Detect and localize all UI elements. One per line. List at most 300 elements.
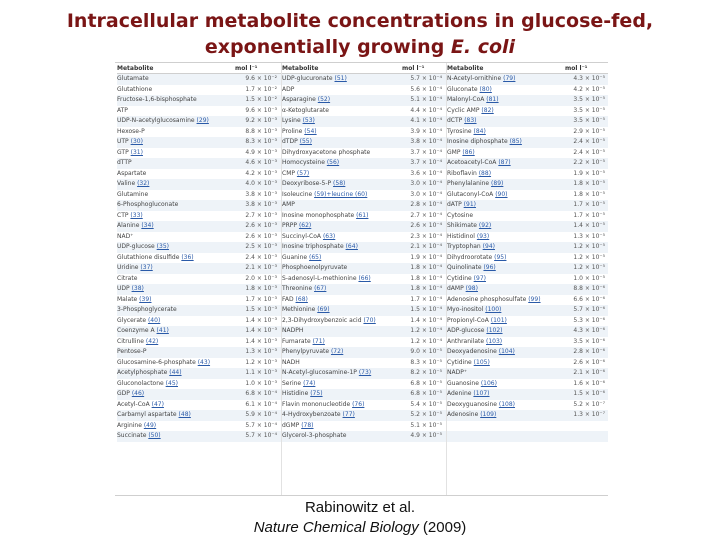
metabolite-label: Dihydroorotate bbox=[447, 253, 493, 261]
reference-link[interactable]: (70) bbox=[363, 316, 376, 324]
metabolite-name bbox=[282, 368, 402, 379]
metabolite-label: Lysine bbox=[282, 117, 301, 124]
table-row bbox=[447, 284, 608, 295]
reference-link[interactable]: (78) bbox=[301, 421, 314, 429]
table-row bbox=[447, 400, 608, 411]
concentration-value: 1.9 × 10⁻⁵ bbox=[573, 169, 605, 177]
concentration-value: 8.3 × 10⁻⁵ bbox=[410, 358, 442, 366]
metabolite-name bbox=[282, 421, 402, 432]
concentration-value: 2.4 × 10⁻³ bbox=[245, 253, 277, 261]
metabolite-name bbox=[447, 410, 565, 421]
reference-link[interactable]: (67) bbox=[314, 285, 327, 292]
metabolite-name bbox=[447, 347, 565, 358]
reference-link[interactable]: (49) bbox=[143, 421, 157, 429]
metabolite-label: Serine bbox=[282, 379, 302, 387]
reference-link[interactable]: (75) bbox=[310, 390, 323, 397]
metabolite-label: Coenzyme A bbox=[117, 327, 155, 334]
concentration-value: 1.9 × 10⁻⁴ bbox=[410, 253, 442, 261]
table-row bbox=[447, 232, 608, 243]
metabolite-label: 2,3-Dihydroxybenzoic acid bbox=[282, 316, 362, 324]
table-row bbox=[447, 95, 608, 106]
metabolite-name bbox=[447, 116, 565, 127]
reference-link[interactable]: (85) bbox=[509, 138, 522, 145]
reference-link[interactable]: (93) bbox=[476, 232, 490, 240]
metabolite-label: Tyrosine bbox=[447, 127, 472, 135]
reference-link[interactable]: (52) bbox=[317, 96, 331, 103]
table-row bbox=[282, 263, 447, 274]
table-row bbox=[282, 127, 447, 138]
metabolite-label: Carbamyl aspartate bbox=[117, 411, 177, 418]
metabolite-name bbox=[282, 316, 402, 327]
metabolite-label: Citrate bbox=[117, 274, 138, 282]
table-row bbox=[282, 221, 447, 232]
metabolite-name bbox=[282, 232, 402, 243]
reference-link[interactable]: (76) bbox=[352, 400, 365, 408]
reference-link[interactable]: (30) bbox=[130, 138, 143, 145]
concentration-value: 2.0 × 10⁻³ bbox=[245, 274, 277, 282]
table-row bbox=[447, 211, 608, 222]
table-row bbox=[282, 305, 447, 316]
reference-link[interactable]: (94) bbox=[482, 243, 495, 250]
metabolite-label: S-adenosyl-L-methionine bbox=[282, 274, 357, 282]
reference-link[interactable]: (86) bbox=[462, 148, 475, 156]
table-row bbox=[282, 284, 447, 295]
metabolite-label: Guanine bbox=[282, 253, 308, 261]
concentration-value: 2.7 × 10⁻⁴ bbox=[410, 211, 442, 219]
reference-link[interactable]: (40) bbox=[147, 316, 161, 324]
concentration-value: 5.1 × 10⁻⁵ bbox=[410, 421, 442, 429]
metabolite-label: dATP bbox=[447, 201, 462, 208]
metabolite-label: Flavin mononucleotide bbox=[282, 400, 351, 408]
metabolite-name bbox=[117, 85, 235, 96]
reference-link[interactable]: (98) bbox=[465, 285, 478, 292]
reference-link[interactable]: (88) bbox=[478, 169, 492, 177]
concentration-value: 4.3 × 10⁻⁵ bbox=[573, 75, 605, 82]
table-row bbox=[447, 169, 608, 180]
table-row bbox=[447, 379, 608, 390]
reference-link[interactable]: (29) bbox=[196, 117, 209, 124]
reference-link[interactable]: (36) bbox=[181, 253, 194, 261]
concentration-value: 1.2 × 10⁻³ bbox=[245, 358, 277, 366]
reference-link[interactable]: (33) bbox=[130, 211, 143, 219]
reference-link[interactable]: (72) bbox=[330, 348, 344, 355]
concentration-value: 3.0 × 10⁻⁴ bbox=[410, 180, 442, 187]
title-line-1: Intracellular metabolite concentrations in glucose-fed, bbox=[66, 10, 654, 32]
reference-link[interactable]: (50) bbox=[148, 432, 161, 439]
table-row bbox=[447, 253, 608, 264]
concentration-value: 1.0 × 10⁻³ bbox=[245, 379, 277, 387]
metabolite-name bbox=[282, 379, 402, 390]
reference-link[interactable]: (71) bbox=[312, 337, 325, 345]
metabolite-label: Succinate bbox=[117, 432, 147, 439]
reference-link[interactable]: (92) bbox=[478, 222, 492, 229]
concentration-value: 5.3 × 10⁻⁶ bbox=[573, 316, 605, 324]
metabolite-name bbox=[282, 410, 402, 421]
table-row bbox=[282, 74, 447, 85]
table-row bbox=[117, 148, 282, 159]
concentration-value: 3.0 × 10⁻⁴ bbox=[410, 190, 442, 198]
metabolite-name bbox=[447, 253, 565, 264]
concentration-value: 3.6 × 10⁻⁴ bbox=[410, 169, 442, 177]
table-row bbox=[117, 211, 282, 222]
concentration-value: 4.4 × 10⁻⁴ bbox=[410, 106, 442, 114]
metabolite-name bbox=[117, 358, 235, 369]
metabolite-name bbox=[117, 127, 235, 138]
reference-link[interactable]: (99) bbox=[528, 295, 541, 303]
table-row bbox=[282, 211, 447, 222]
reference-link[interactable]: (51) bbox=[334, 75, 347, 82]
metabolite-label: UDP bbox=[117, 285, 130, 292]
metabolite-label: Deoxyguanosine bbox=[447, 400, 497, 408]
metabolite-label: Gluconate bbox=[447, 85, 478, 93]
reference-link[interactable]: (56) bbox=[326, 159, 340, 166]
table-row bbox=[117, 158, 282, 169]
concentration-value: 1.6 × 10⁻⁶ bbox=[573, 379, 605, 387]
concentration-value: 1.3 × 10⁻³ bbox=[245, 348, 277, 355]
concentration-value: 1.7 × 10⁻³ bbox=[245, 295, 277, 303]
header-concentration: mol l⁻¹ bbox=[565, 65, 588, 72]
concentration-value: 3.5 × 10⁻⁶ bbox=[573, 337, 605, 345]
table-row bbox=[447, 106, 608, 117]
reference-link[interactable]: (106) bbox=[480, 379, 497, 387]
citation-source bbox=[0, 518, 720, 538]
concentration-value: 1.8 × 10⁻⁵ bbox=[573, 190, 605, 198]
metabolite-name bbox=[447, 284, 565, 295]
concentration-value: 1.2 × 10⁻⁵ bbox=[573, 243, 605, 250]
metabolite-name bbox=[117, 263, 235, 274]
table-row bbox=[282, 347, 447, 358]
table-column-1 bbox=[117, 63, 282, 495]
metabolite-label: Homocysteine bbox=[282, 159, 325, 166]
reference-link[interactable]: (46) bbox=[131, 390, 145, 397]
metabolite-label: α-Ketoglutarate bbox=[282, 106, 329, 114]
reference-link[interactable]: (44) bbox=[169, 369, 182, 376]
table-header bbox=[282, 63, 447, 74]
reference-link[interactable]: (63) bbox=[322, 232, 336, 240]
table-row bbox=[117, 316, 282, 327]
table-column-3 bbox=[447, 63, 608, 495]
metabolite-label: 4-Hydroxybenzoate bbox=[282, 411, 341, 418]
concentration-value: 8.8 × 10⁻⁶ bbox=[573, 285, 605, 292]
metabolite-name bbox=[117, 158, 235, 169]
concentration-value: 2.8 × 10⁻⁶ bbox=[573, 348, 605, 355]
reference-link[interactable]: (80) bbox=[479, 85, 492, 93]
metabolite-label: Propionyl-CoA bbox=[447, 316, 489, 324]
metabolite-label: UTP bbox=[117, 138, 129, 145]
reference-link[interactable]: (38) bbox=[131, 285, 144, 292]
metabolite-name bbox=[282, 200, 402, 211]
reference-link[interactable]: (107) bbox=[473, 390, 490, 397]
metabolite-label: ATP bbox=[117, 106, 128, 114]
reference-link[interactable]: (34) bbox=[141, 222, 154, 229]
metabolite-name bbox=[117, 284, 235, 295]
metabolite-label: ADP-glucose bbox=[447, 327, 485, 334]
reference-link[interactable]: (105) bbox=[473, 358, 490, 366]
metabolite-name bbox=[447, 305, 565, 316]
table-column-2 bbox=[282, 63, 447, 495]
reference-link[interactable]: (58) bbox=[333, 180, 346, 187]
concentration-value: 2.6 × 10⁻³ bbox=[245, 222, 277, 229]
reference-link[interactable]: (96) bbox=[483, 264, 496, 271]
concentration-value: 1.3 × 10⁻⁷ bbox=[573, 411, 605, 418]
metabolite-label: 6-Phosphogluconate bbox=[117, 201, 179, 208]
metabolite-name bbox=[117, 74, 235, 85]
concentration-value: 2.7 × 10⁻³ bbox=[245, 211, 277, 219]
reference-link[interactable]: (102) bbox=[486, 327, 503, 334]
table-row bbox=[447, 74, 608, 85]
metabolite-name bbox=[117, 295, 235, 306]
metabolite-label: dAMP bbox=[447, 285, 464, 292]
reference-link[interactable]: (109) bbox=[480, 411, 497, 418]
concentration-value: 1.2 × 10⁻⁵ bbox=[573, 253, 605, 261]
table-row bbox=[282, 169, 447, 180]
reference-link[interactable]: (77) bbox=[342, 411, 355, 418]
table-row bbox=[447, 274, 608, 285]
metabolite-label: Riboflavin bbox=[447, 169, 477, 177]
metabolite-name bbox=[282, 305, 402, 316]
table-row bbox=[282, 326, 447, 337]
concentration-value: 2.6 × 10⁻³ bbox=[245, 232, 277, 240]
metabolite-name bbox=[117, 221, 235, 232]
metabolite-name bbox=[447, 368, 565, 379]
reference-link[interactable]: (57) bbox=[296, 169, 310, 177]
concentration-value: 1.8 × 10⁻⁴ bbox=[410, 285, 442, 292]
table-row bbox=[447, 190, 608, 201]
metabolite-name bbox=[447, 232, 565, 243]
metabolite-name bbox=[117, 316, 235, 327]
reference-link[interactable]: (61) bbox=[356, 211, 369, 219]
table-row bbox=[282, 232, 447, 243]
metabolite-label: Glutaconyl-CoA bbox=[447, 190, 494, 198]
reference-link[interactable]: (64) bbox=[345, 243, 358, 250]
metabolite-label: CMP bbox=[282, 169, 295, 177]
concentration-value: 2.3 × 10⁻⁴ bbox=[410, 232, 442, 240]
metabolite-name bbox=[447, 158, 565, 169]
table-header bbox=[117, 63, 282, 74]
metabolite-name bbox=[282, 137, 402, 148]
metabolite-name bbox=[117, 337, 235, 348]
metabolite-label: Uridine bbox=[117, 264, 139, 271]
metabolite-label: Glutathione disulfide bbox=[117, 253, 180, 261]
reference-link[interactable]: (54) bbox=[304, 127, 317, 135]
table-row bbox=[447, 263, 608, 274]
table-row bbox=[117, 242, 282, 253]
metabolite-label: GMP bbox=[447, 148, 461, 156]
concentration-value: 3.5 × 10⁻⁵ bbox=[573, 117, 605, 124]
reference-link[interactable]: (41) bbox=[156, 327, 169, 334]
reference-link[interactable]: (101) bbox=[490, 316, 507, 324]
reference-link[interactable]: (83) bbox=[464, 117, 477, 124]
table-row bbox=[447, 305, 608, 316]
metabolite-name bbox=[117, 379, 235, 390]
table-row bbox=[282, 389, 447, 400]
reference-link[interactable]: (43) bbox=[197, 358, 211, 366]
metabolite-name bbox=[447, 295, 565, 306]
metabolite-name bbox=[447, 221, 565, 232]
concentration-value: 1.4 × 10⁻³ bbox=[245, 327, 277, 334]
metabolite-name bbox=[117, 305, 235, 316]
metabolite-label: Alanine bbox=[117, 222, 140, 229]
concentration-value: 1.3 × 10⁻⁵ bbox=[573, 232, 605, 240]
table-row bbox=[117, 127, 282, 138]
metabolite-name bbox=[282, 106, 402, 117]
reference-link[interactable]: (97) bbox=[473, 274, 486, 282]
metabolite-label: Pentose-P bbox=[117, 348, 147, 355]
metabolite-name bbox=[282, 158, 402, 169]
metabolite-name bbox=[447, 148, 565, 159]
metabolite-name bbox=[282, 85, 402, 96]
reference-link[interactable]: (82) bbox=[481, 106, 494, 114]
reference-link[interactable]: (69) bbox=[317, 306, 330, 313]
table-row bbox=[117, 347, 282, 358]
reference-link[interactable]: (108) bbox=[498, 400, 516, 408]
metabolite-name bbox=[282, 337, 402, 348]
metabolite-name bbox=[282, 242, 402, 253]
metabolite-label: Cytidine bbox=[447, 358, 472, 366]
metabolite-label: Threonine bbox=[282, 285, 313, 292]
reference-link[interactable]: (65) bbox=[309, 253, 322, 261]
concentration-value: 8.8 × 10⁻³ bbox=[245, 127, 277, 135]
table-row bbox=[282, 295, 447, 306]
reference-link[interactable]: (91) bbox=[463, 201, 476, 208]
metabolite-label: Deoxyribose-5-P bbox=[282, 180, 332, 187]
reference-link[interactable]: (84) bbox=[473, 127, 486, 135]
concentration-value: 1.5 × 10⁻² bbox=[245, 96, 277, 103]
metabolite-name bbox=[282, 400, 402, 411]
metabolite-name bbox=[117, 347, 235, 358]
concentration-value: 4.2 × 10⁻⁵ bbox=[573, 85, 605, 93]
table-row bbox=[447, 127, 608, 138]
metabolite-name bbox=[447, 337, 565, 348]
reference-link[interactable]: (53) bbox=[302, 117, 315, 124]
reference-link[interactable]: (79) bbox=[503, 75, 516, 82]
metabolite-name bbox=[117, 190, 235, 201]
table-row bbox=[117, 85, 282, 96]
concentration-value: 1.4 × 10⁻⁴ bbox=[410, 316, 442, 324]
concentration-value: 2.9 × 10⁻⁵ bbox=[573, 127, 605, 135]
metabolite-label: Glutamine bbox=[117, 190, 149, 198]
table-row bbox=[282, 410, 447, 421]
table-row bbox=[117, 358, 282, 369]
metabolite-name bbox=[447, 400, 565, 411]
metabolite-name bbox=[282, 253, 402, 264]
metabolite-name bbox=[447, 179, 565, 190]
metabolite-label: Phenylalanine bbox=[447, 180, 490, 187]
table-row bbox=[282, 200, 447, 211]
reference-link[interactable]: (62) bbox=[298, 222, 312, 229]
reference-link[interactable]: (103) bbox=[486, 337, 503, 345]
metabolite-name bbox=[447, 85, 565, 96]
reference-link[interactable]: (59)+leucine (60) bbox=[314, 190, 368, 198]
reference-link[interactable]: (100) bbox=[485, 306, 502, 313]
title-line-2 bbox=[0, 34, 720, 60]
table-row bbox=[117, 410, 282, 421]
metabolite-name bbox=[447, 326, 565, 337]
table-row bbox=[117, 106, 282, 117]
metabolite-label: Tryptophan bbox=[447, 243, 481, 250]
reference-link[interactable]: (37) bbox=[140, 264, 153, 271]
metabolite-label: Glutamate bbox=[117, 75, 149, 82]
table-header bbox=[447, 63, 608, 74]
table-row bbox=[117, 179, 282, 190]
table-row bbox=[117, 190, 282, 201]
reference-link[interactable]: (81) bbox=[486, 96, 499, 103]
metabolite-label: Histidinol bbox=[447, 232, 475, 240]
metabolite-label: AMP bbox=[282, 201, 295, 208]
concentration-value: 5.9 × 10⁻⁴ bbox=[245, 411, 277, 418]
metabolite-name bbox=[447, 74, 565, 85]
concentration-value: 1.7 × 10⁻⁵ bbox=[573, 211, 605, 219]
table-row bbox=[117, 400, 282, 411]
metabolite-label: UDP-N-acetylglucosamine bbox=[117, 117, 195, 124]
metabolite-name bbox=[117, 137, 235, 148]
metabolite-label: Asparagine bbox=[282, 96, 316, 103]
reference-link[interactable]: (55) bbox=[299, 138, 312, 145]
metabolite-name bbox=[447, 421, 565, 432]
metabolite-name bbox=[282, 74, 402, 85]
concentration-value: 4.9 × 10⁻⁵ bbox=[410, 432, 442, 439]
table-row bbox=[117, 337, 282, 348]
reference-link[interactable]: (68) bbox=[295, 295, 308, 303]
table-row bbox=[447, 337, 608, 348]
reference-link[interactable]: (89) bbox=[491, 180, 504, 187]
metabolite-label: Succinyl-CoA bbox=[282, 232, 322, 240]
metabolite-name bbox=[447, 211, 565, 222]
metabolite-name bbox=[117, 211, 235, 222]
metabolite-label: Gluconolactone bbox=[117, 379, 164, 387]
concentration-value: 4.0 × 10⁻³ bbox=[245, 180, 277, 187]
reference-link[interactable]: (90) bbox=[495, 190, 508, 198]
reference-link[interactable]: (104) bbox=[498, 348, 515, 355]
table-row bbox=[282, 179, 447, 190]
reference-link[interactable]: (45) bbox=[165, 379, 178, 387]
reference-link[interactable]: (74) bbox=[303, 379, 316, 387]
concentration-value: 1.4 × 10⁻³ bbox=[245, 337, 277, 345]
reference-link[interactable]: (73) bbox=[358, 369, 372, 376]
header-concentration: mol l⁻¹ bbox=[402, 65, 425, 72]
concentration-value: 5.7 × 10⁻⁴ bbox=[245, 421, 277, 429]
reference-link[interactable]: (31) bbox=[130, 148, 143, 156]
metabolite-label: Myo-inositol bbox=[447, 306, 484, 313]
table-row bbox=[117, 263, 282, 274]
citation-journal: Nature Chemical Biology bbox=[253, 519, 419, 536]
table-row bbox=[447, 316, 608, 327]
metabolite-name bbox=[447, 358, 565, 369]
table-row bbox=[447, 431, 608, 442]
metabolite-label: Inosine triphosphate bbox=[282, 243, 344, 250]
reference-link[interactable]: (32) bbox=[137, 180, 150, 187]
concentration-value: 6.8 × 10⁻⁵ bbox=[410, 379, 442, 387]
reference-link[interactable]: (35) bbox=[156, 243, 169, 250]
reference-link[interactable]: (42) bbox=[145, 337, 159, 345]
slide-title bbox=[0, 8, 720, 60]
reference-link[interactable]: (39) bbox=[139, 295, 152, 303]
concentration-value: 9.2 × 10⁻³ bbox=[245, 117, 277, 124]
reference-link[interactable]: (47) bbox=[151, 400, 164, 408]
metabolite-label: Methionine bbox=[282, 306, 316, 313]
reference-link[interactable]: (95) bbox=[494, 253, 507, 261]
metabolite-label: UDP-glucose bbox=[117, 243, 155, 250]
metabolite-name bbox=[447, 379, 565, 390]
reference-link[interactable]: (87) bbox=[498, 159, 511, 166]
metabolite-label: dGMP bbox=[282, 421, 300, 429]
concentration-value: 6.8 × 10⁻⁵ bbox=[410, 390, 442, 397]
metabolite-label: GDP bbox=[117, 390, 130, 397]
reference-link[interactable]: (66) bbox=[358, 274, 371, 282]
metabolite-label: 3-Phosphoglycerate bbox=[117, 306, 177, 313]
reference-link[interactable]: (48) bbox=[178, 411, 191, 418]
concentration-value: 3.7 × 10⁻⁴ bbox=[410, 148, 442, 156]
